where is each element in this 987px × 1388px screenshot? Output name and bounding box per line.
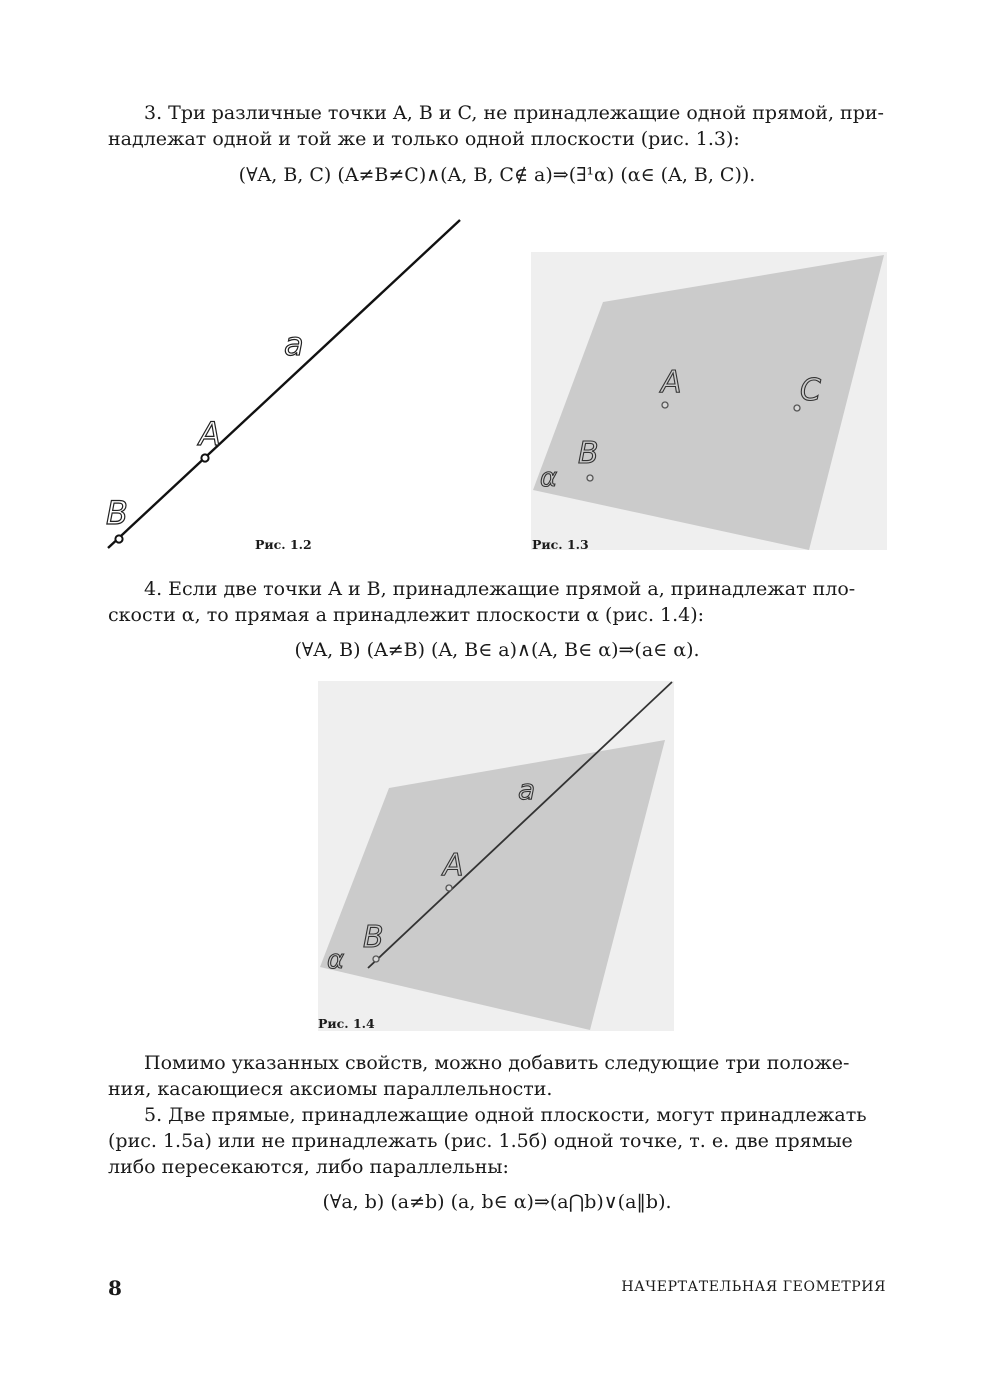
label-line-a: a [284,325,304,363]
caption-figure-1-4: Рис. 1.4 [318,1016,375,1031]
point-a [446,885,452,891]
point-a [662,402,668,408]
paragraph-4 [108,576,886,628]
paragraph-5-line-3: либо пересекаются, либо параллельны: [108,1156,509,1178]
paragraph-4-line-2: скости α, то прямая a принадлежит плоскости α (рис. 1.4): [108,604,705,626]
label-line-a: a [518,773,536,806]
paragraph-intro-line-2: ния, касающиеся аксиомы параллельности. [108,1078,553,1100]
label-point-a: A [661,365,682,400]
paragraph-intro-line-1: Помимо указанных свойств, можно добавить следующие три положе- [144,1052,850,1074]
point-b [115,535,122,542]
paragraph-5 [108,1102,886,1180]
formula-4: (∀A, B) (A≠B) (A, B∈ a)∧(A, B∈ α)⇒(a∈ α). [294,639,700,661]
formula-5: (∀a, b) (a≠b) (a, b∈ α)⇒(a⋂b)∨(a‖b). [322,1191,672,1213]
line-a [108,220,460,548]
caption-figure-1-3: Рис. 1.3 [532,537,589,552]
figure-1-3 [531,252,887,550]
label-point-b: B [363,920,384,955]
figure-1-4 [318,681,674,1031]
figure-1-2 [100,212,480,557]
paragraph-3-line-2: надлежат одной и той же и только одной плоскости (рис. 1.3): [108,128,740,150]
formula-3: (∀A, B, C) (A≠B≠C)∧(A, B, C∉ a)⇒(∃¹α) (α∈ (A, B, C)). [238,164,756,186]
label-point-c: C [800,373,821,408]
paragraph-3 [108,100,886,152]
label-point-a: A [443,848,464,883]
point-b [373,956,379,962]
running-head: НАЧЕРТАТЕЛЬНАЯ ГЕОМЕТРИЯ [621,1279,886,1295]
page-number: 8 [108,1276,122,1300]
paragraph-3-line-1: 3. Три различные точки A, B и C, не принадлежащие одной прямой, при- [144,102,884,124]
caption-figure-1-2: Рис. 1.2 [255,537,312,552]
paragraph-5-line-2: (рис. 1.5а) или не принадлежать (рис. 1.5б) одной точке, т. е. две прямые [108,1130,853,1152]
paragraph-5-line-1: 5. Две прямые, принадлежащие одной плоскости, могут принадлежать [144,1104,867,1126]
label-point-a: A [199,415,221,453]
point-a [201,454,208,461]
label-plane-alpha: α [540,463,558,493]
point-b [587,475,593,481]
label-plane-alpha: α [327,945,345,975]
paragraph-4-line-1: 4. Если две точки A и B, принадлежащие прямой a, принадлежат пло- [144,578,856,600]
label-point-b: B [106,494,128,532]
label-point-b: B [578,436,599,471]
paragraph-intro [108,1050,886,1102]
